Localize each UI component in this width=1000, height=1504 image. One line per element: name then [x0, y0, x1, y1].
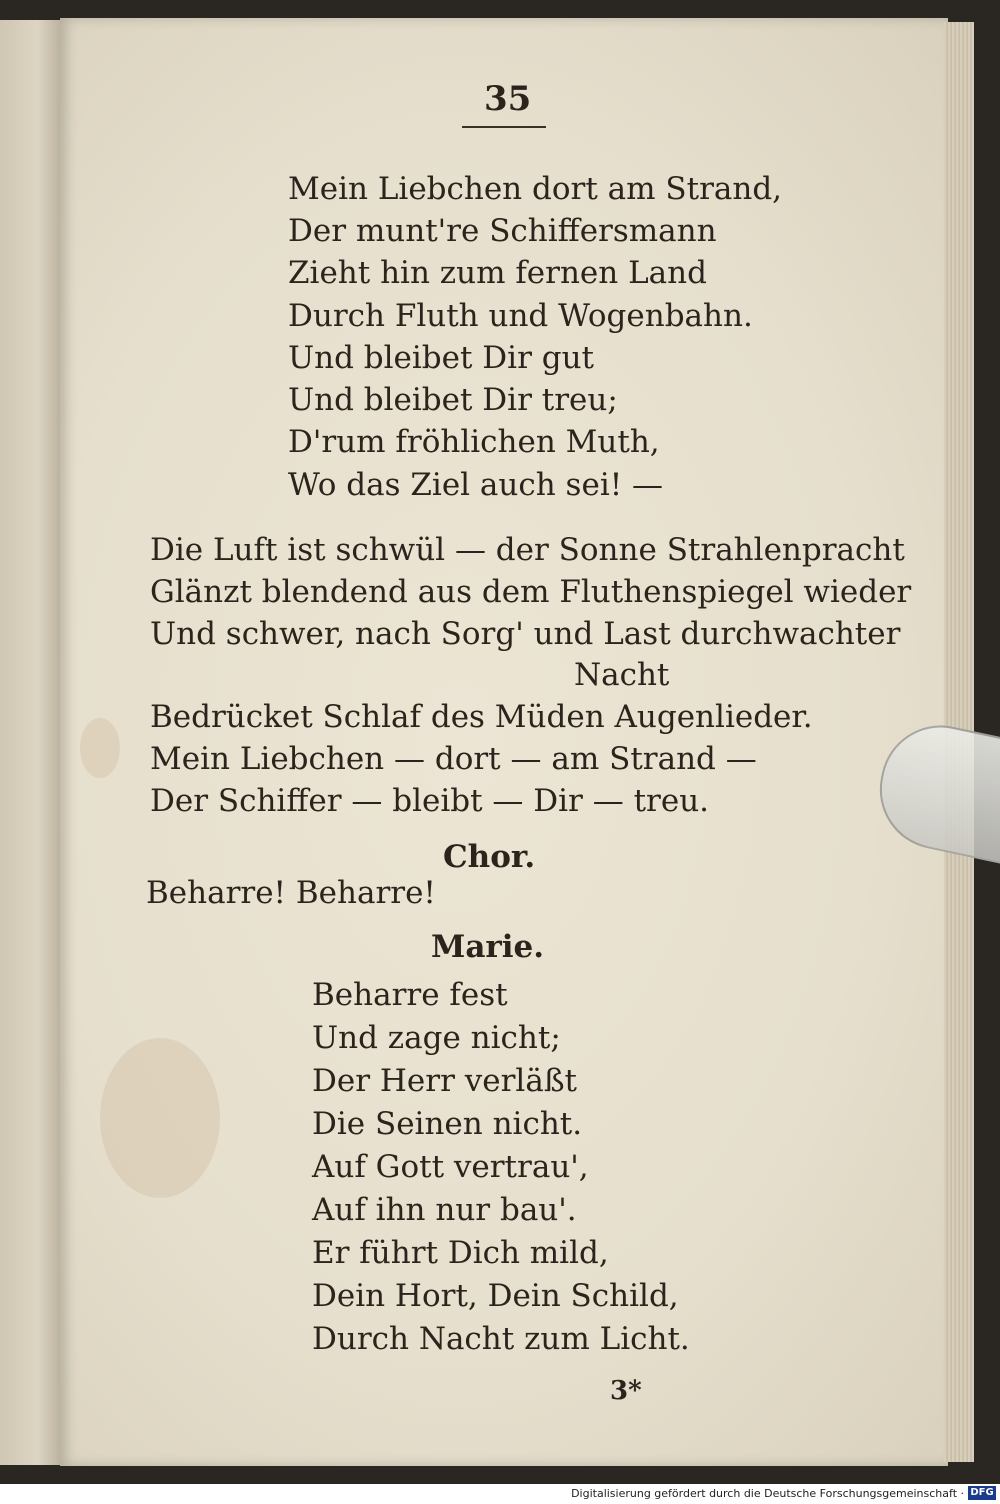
digitization-footer	[0, 1484, 1000, 1504]
verse-line: Und schwer, nach Sorg' und Last durchwachter	[150, 616, 901, 652]
verse-line: Mein Liebchen — dort — am Strand —	[150, 741, 757, 777]
verse-line: Auf Gott vertrau',	[312, 1149, 589, 1185]
page-number: 35	[484, 79, 532, 119]
verse-line: Mein Liebchen dort am Strand,	[288, 171, 783, 207]
verse-line: Der Herr verläßt	[312, 1063, 577, 1099]
verse-line: Der Schiffer — bleibt — Dir — treu.	[150, 783, 710, 819]
verse-line: Durch Nacht zum Licht.	[312, 1321, 690, 1357]
verse-line: Zieht hin zum fernen Land	[288, 255, 707, 291]
verse-line: Er führt Dich mild,	[312, 1235, 609, 1271]
facing-page-edge	[0, 20, 62, 1465]
verse-line: Wo das Ziel auch sei! —	[288, 467, 664, 503]
verse-line: Bedrücket Schlaf des Müden Augenlieder.	[150, 699, 813, 735]
verse-line: Und bleibet Dir treu;	[288, 382, 618, 418]
verse-line: Die Seinen nicht.	[312, 1106, 583, 1142]
verse-line: Dein Hort, Dein Schild,	[312, 1278, 679, 1314]
verse-line: Durch Fluth und Wogenbahn.	[288, 298, 753, 334]
verse-line: Und zage nicht;	[312, 1020, 561, 1056]
verse-line: Beharre fest	[312, 977, 508, 1013]
section-heading-chor: Chor.	[443, 839, 536, 875]
verse-line: Auf ihn nur bau'.	[312, 1192, 577, 1228]
verse-line: Der munt're Schiffersmann	[288, 213, 717, 249]
paper-stain	[100, 1038, 220, 1198]
paper-stain	[80, 718, 120, 778]
signature-mark: 3*	[610, 1376, 642, 1406]
verse-line-continuation: Nacht	[574, 657, 670, 693]
footer-credit: Digitalisierung gefördert durch die Deutsche Forschungsgemeinschaft ·	[571, 1487, 964, 1500]
verse-line: Und bleibet Dir gut	[288, 340, 595, 376]
chor-line: Beharre! Beharre!	[146, 875, 436, 911]
verse-line: Die Luft ist schwül — der Sonne Strahlenpracht	[150, 532, 905, 568]
section-heading-marie: Marie.	[431, 929, 545, 965]
dfg-logo: DFG	[968, 1486, 996, 1500]
verse-line: Glänzt blendend aus dem Fluthenspiegel wieder	[150, 574, 912, 610]
verse-line: D'rum fröhlichen Muth,	[288, 424, 660, 460]
page-number-rule	[462, 126, 546, 128]
